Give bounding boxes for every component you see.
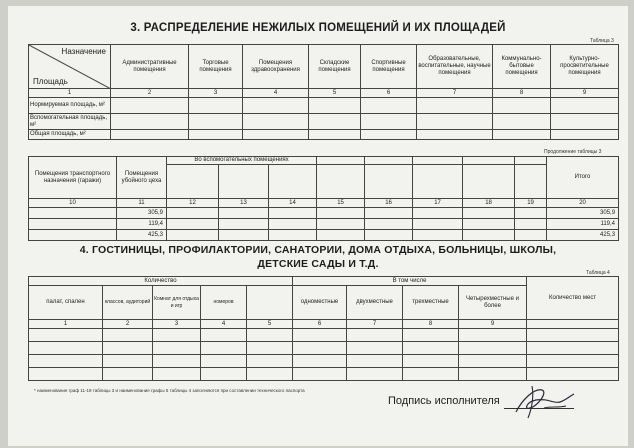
value-cell bbox=[111, 114, 189, 130]
value-cell bbox=[201, 342, 247, 355]
table3b-label: Продолжение таблицы 3 bbox=[544, 149, 602, 155]
col-number: 5 bbox=[247, 320, 293, 329]
value-cell bbox=[317, 219, 365, 230]
col-number: 7 bbox=[347, 320, 403, 329]
value-cell bbox=[247, 355, 293, 368]
value-cell bbox=[347, 342, 403, 355]
col-header: Образовательные, воспитательные, научные помещения bbox=[417, 45, 493, 89]
service-value: 119,4 bbox=[117, 219, 167, 230]
value-cell bbox=[527, 329, 619, 342]
table3-continuation bbox=[28, 156, 619, 241]
col-number: 2 bbox=[111, 89, 189, 98]
value-cell bbox=[167, 208, 219, 219]
table4-label: Таблица 4 bbox=[586, 270, 610, 276]
blank-header bbox=[413, 165, 463, 199]
col-number: 3 bbox=[189, 89, 243, 98]
value-cell bbox=[403, 355, 459, 368]
including-group-header: В том числе bbox=[293, 277, 527, 286]
value-cell bbox=[403, 368, 459, 381]
col-number: 1 bbox=[29, 89, 111, 98]
passport-page bbox=[8, 6, 628, 446]
value-cell bbox=[293, 342, 347, 355]
col-number: 4 bbox=[201, 320, 247, 329]
value-cell bbox=[29, 230, 117, 241]
value-cell bbox=[167, 230, 219, 241]
col-number: 16 bbox=[365, 199, 413, 208]
value-cell bbox=[111, 98, 189, 114]
blank-header bbox=[317, 157, 365, 165]
value-cell bbox=[153, 329, 201, 342]
value-cell bbox=[29, 329, 103, 342]
col-number: 18 bbox=[463, 199, 515, 208]
value-cell bbox=[167, 219, 219, 230]
section4-title-line1: 4. ГОСТИНИЦЫ, ПРОФИЛАКТОРИИ, САНАТОРИИ, ДОМА ОТДЫХА, БОЛЬНИЦЫ, ШКОЛЫ, bbox=[79, 244, 557, 256]
col-number: 14 bbox=[269, 199, 317, 208]
value-cell bbox=[403, 342, 459, 355]
col-number: 3 bbox=[153, 320, 201, 329]
blank-header bbox=[515, 165, 547, 199]
value-cell bbox=[219, 219, 269, 230]
value-cell bbox=[493, 114, 551, 130]
col-number: 2 bbox=[103, 320, 153, 329]
value-cell bbox=[413, 208, 463, 219]
value-cell bbox=[551, 114, 619, 130]
value-cell bbox=[347, 368, 403, 381]
value-cell bbox=[365, 230, 413, 241]
section4-title-line2: ДЕТСКИЕ САДЫ И Т.Д. bbox=[257, 258, 379, 270]
col-number bbox=[527, 320, 619, 329]
service-header: Помещения убойного цеха bbox=[117, 157, 167, 199]
row-label: Нормируемая площадь, м² bbox=[29, 98, 111, 114]
footnote: * наименование граф 11-19 таблицы 3 и наименование графы 5 таблицы 4 заполняются при составлении технического паспорта bbox=[34, 388, 305, 393]
count-places-header: Количество мест bbox=[527, 277, 619, 320]
blank-header bbox=[269, 165, 317, 199]
value-cell bbox=[459, 355, 527, 368]
col-number: 9 bbox=[459, 320, 527, 329]
value-cell bbox=[247, 342, 293, 355]
blank-header bbox=[365, 157, 413, 165]
col-number: 8 bbox=[403, 320, 459, 329]
value-cell bbox=[347, 329, 403, 342]
col-number: 1 bbox=[29, 320, 103, 329]
value-cell bbox=[463, 230, 515, 241]
value-cell bbox=[29, 342, 103, 355]
value-cell bbox=[219, 230, 269, 241]
value-cell bbox=[515, 219, 547, 230]
blank-header bbox=[463, 165, 515, 199]
value-cell bbox=[243, 130, 309, 140]
col-number: 12 bbox=[167, 199, 219, 208]
col-header: классов, аудиторий bbox=[103, 286, 153, 320]
value-cell bbox=[243, 114, 309, 130]
value-cell bbox=[309, 130, 361, 140]
col-number: 7 bbox=[417, 89, 493, 98]
value-cell bbox=[201, 368, 247, 381]
value-cell bbox=[103, 355, 153, 368]
value-cell bbox=[293, 355, 347, 368]
col-number: 5 bbox=[309, 89, 361, 98]
value-cell bbox=[527, 342, 619, 355]
value-cell bbox=[29, 219, 117, 230]
col-header: одноместные bbox=[293, 286, 347, 320]
value-cell bbox=[493, 130, 551, 140]
corner-bottom: Площадь bbox=[33, 77, 68, 86]
value-cell bbox=[189, 114, 243, 130]
corner-top: Назначение bbox=[61, 47, 106, 56]
transport-header: Помещения транспортного назначения (гаражи) bbox=[29, 157, 117, 199]
value-cell bbox=[493, 98, 551, 114]
value-cell bbox=[153, 368, 201, 381]
signature-mark bbox=[508, 378, 578, 422]
value-cell bbox=[29, 208, 117, 219]
col-number: 6 bbox=[361, 89, 417, 98]
total-value: 305,9 bbox=[547, 208, 619, 219]
value-cell bbox=[459, 329, 527, 342]
total-header: Итого bbox=[547, 157, 619, 199]
col-number: 4 bbox=[243, 89, 309, 98]
value-cell bbox=[361, 130, 417, 140]
value-cell bbox=[413, 230, 463, 241]
value-cell bbox=[103, 342, 153, 355]
count-group-header: Количество bbox=[29, 277, 293, 286]
col-header: Спортивные помещения bbox=[361, 45, 417, 89]
value-cell bbox=[189, 130, 243, 140]
service-value: 305,9 bbox=[117, 208, 167, 219]
col-header: Четырехместные и более bbox=[459, 286, 527, 320]
value-cell bbox=[361, 98, 417, 114]
blank-header bbox=[413, 157, 463, 165]
value-cell bbox=[417, 114, 493, 130]
col-header: Комнат для отдыха и игр bbox=[153, 286, 201, 320]
col-header: Торговые помещения bbox=[189, 45, 243, 89]
value-cell bbox=[219, 208, 269, 219]
value-cell bbox=[463, 219, 515, 230]
value-cell bbox=[515, 208, 547, 219]
total-value: 425,3 bbox=[547, 230, 619, 241]
col-header: палат, спален bbox=[29, 286, 103, 320]
value-cell bbox=[417, 98, 493, 114]
value-cell bbox=[365, 219, 413, 230]
value-cell bbox=[551, 98, 619, 114]
value-cell bbox=[347, 355, 403, 368]
col-number: 19 bbox=[515, 199, 547, 208]
aux-group-header: Во вспомогательных помещениях bbox=[167, 157, 317, 165]
col-number: 13 bbox=[219, 199, 269, 208]
col-number: 8 bbox=[493, 89, 551, 98]
blank-header bbox=[317, 165, 365, 199]
service-value: 425,3 bbox=[117, 230, 167, 241]
row-label: Общая площадь, м² bbox=[29, 130, 111, 140]
value-cell bbox=[247, 329, 293, 342]
col-header: трехместные bbox=[403, 286, 459, 320]
value-cell bbox=[551, 130, 619, 140]
value-cell bbox=[361, 114, 417, 130]
col-header: номеров bbox=[201, 286, 247, 320]
value-cell bbox=[309, 114, 361, 130]
blank-header bbox=[365, 165, 413, 199]
col-number: 15 bbox=[317, 199, 365, 208]
corner-cell bbox=[29, 45, 111, 89]
blank-header bbox=[515, 157, 547, 165]
blank-header bbox=[463, 157, 515, 165]
value-cell bbox=[243, 98, 309, 114]
value-cell bbox=[247, 368, 293, 381]
value-cell bbox=[463, 208, 515, 219]
section3-title: 3. РАСПРЕДЕЛЕНИЕ НЕЖИЛЫХ ПОМЕЩЕНИЙ И ИХ ПЛОЩАДЕЙ bbox=[130, 22, 506, 34]
value-cell bbox=[201, 355, 247, 368]
signature-label: Подпись исполнителя bbox=[388, 395, 500, 407]
blank-header bbox=[167, 165, 219, 199]
col-number: 11 bbox=[117, 199, 167, 208]
value-cell bbox=[269, 219, 317, 230]
col-number: 20 bbox=[547, 199, 619, 208]
col-number: 10 bbox=[29, 199, 117, 208]
row-label: Вспомогательная площадь, м² bbox=[29, 114, 111, 130]
value-cell bbox=[417, 130, 493, 140]
value-cell bbox=[293, 368, 347, 381]
value-cell bbox=[111, 130, 189, 140]
col-header: двухместные bbox=[347, 286, 403, 320]
col-number: 9 bbox=[551, 89, 619, 98]
value-cell bbox=[309, 98, 361, 114]
col-header: Помещения здравоохранения bbox=[243, 45, 309, 89]
value-cell bbox=[153, 342, 201, 355]
total-value: 119,4 bbox=[547, 219, 619, 230]
table4 bbox=[28, 276, 619, 381]
value-cell bbox=[293, 329, 347, 342]
value-cell bbox=[201, 329, 247, 342]
value-cell bbox=[413, 219, 463, 230]
value-cell bbox=[459, 342, 527, 355]
col-header: Складские помещения bbox=[309, 45, 361, 89]
value-cell bbox=[103, 368, 153, 381]
value-cell bbox=[527, 355, 619, 368]
table3-label: Таблица 3 bbox=[590, 38, 614, 44]
value-cell bbox=[365, 208, 413, 219]
value-cell bbox=[269, 230, 317, 241]
col-header bbox=[247, 286, 293, 320]
col-number: 17 bbox=[413, 199, 463, 208]
col-header: Культурно-просветительные помещения bbox=[551, 45, 619, 89]
value-cell bbox=[317, 230, 365, 241]
blank-header bbox=[219, 165, 269, 199]
value-cell bbox=[515, 230, 547, 241]
value-cell bbox=[189, 98, 243, 114]
col-header: Административные помещения bbox=[111, 45, 189, 89]
col-number: 6 bbox=[293, 320, 347, 329]
value-cell bbox=[153, 355, 201, 368]
col-header: Коммунально-бытовые помещения bbox=[493, 45, 551, 89]
value-cell bbox=[29, 368, 103, 381]
value-cell bbox=[269, 208, 317, 219]
value-cell bbox=[317, 208, 365, 219]
table3 bbox=[28, 44, 619, 140]
value-cell bbox=[103, 329, 153, 342]
value-cell bbox=[403, 329, 459, 342]
value-cell bbox=[29, 355, 103, 368]
